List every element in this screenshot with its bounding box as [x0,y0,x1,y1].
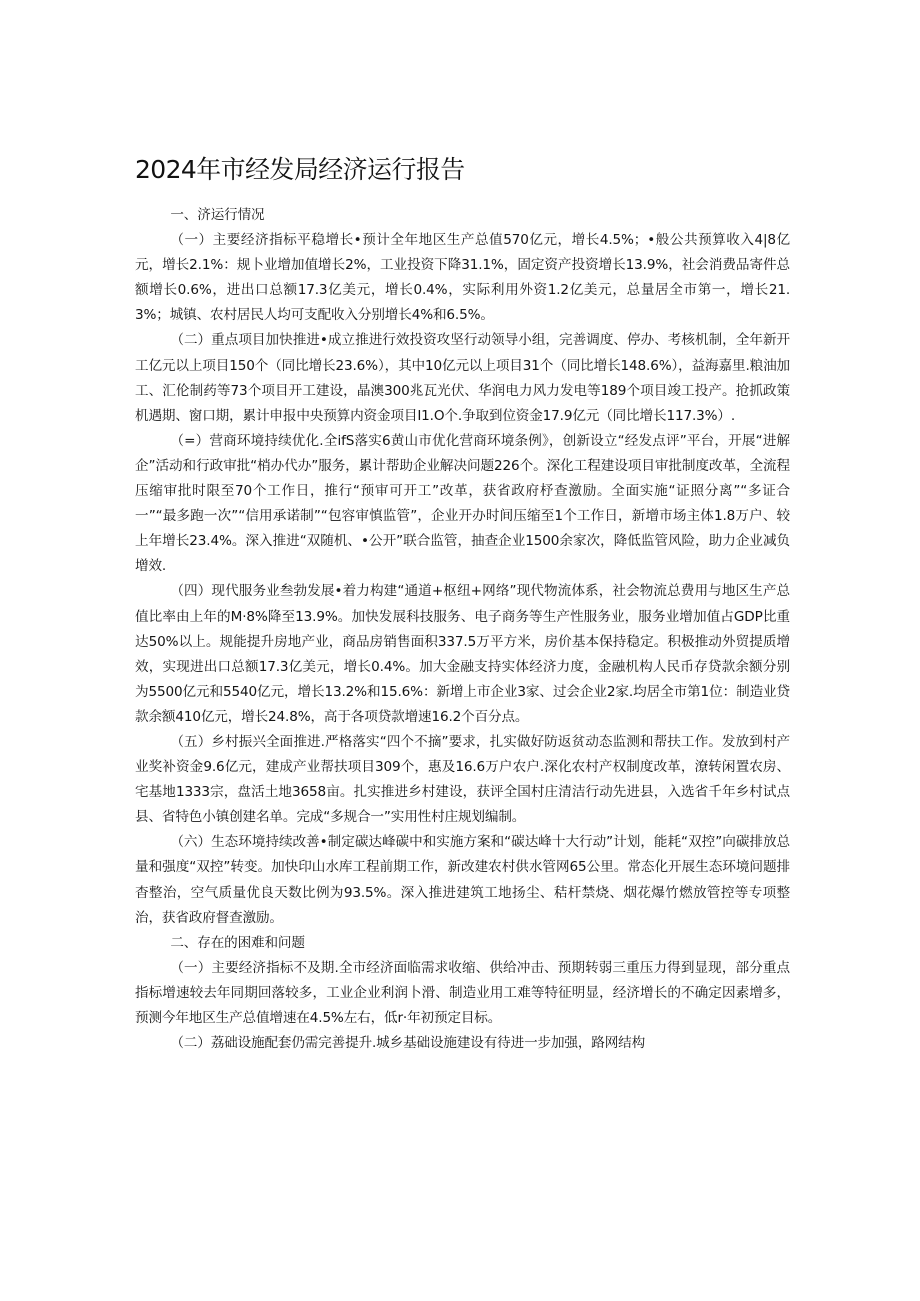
paragraph-1-5: （五）乡村振兴全面推进.严格落实“四个不摘”要求，扎实做好防返贫动态监测和帮扶工作。发放到村产业奖补资金9.6亿元，建成产业帮扶项目309个，惠及16.6万户农户.深化农村产权制度改革，潦转闲置农房、宅基地1333宗，盘活土地3658亩。扎实推进乡村建设，获评全国村庄清洁行动先进县，入选省千年乡村试点县、省特色小镇创建名单。完成“多规合一”实用性村庄规划编制。 [135,733,790,826]
paragraph-1-3: （=）营商环境持续优化.全ifS落实6黄山市优化营商环境条例》，创新设立“经发点评”平台，开展“进解企”活动和行政审批“梢办代办”服务，累计帮助企业解决问题226个。深化工程建设项目审批制度改革，全流程压缩审批时限至70个工作日，推行“预审可开工”改革，获省政府杼查激励。全面实施“证照分离”“多证合一”“最多跑一次”“信用承诺制”“包容审慎监管”，企业开办时间压缩至1个工作日，新增市场主体1.8万户、较上年增长23.4%。深入推进“双随机、•公开”联合监管，抽查企业1500余家次，降低监管风险，助力企业减负增效. [135,432,790,575]
paragraph-1-2: （二）重点项目加快推进•成立推进行效投资攻坚行动领导小组，完善调度、停办、考核机制，全年新开工亿元以上项目150个（同比增长23.6%），其中10亿元以上项目31个（同比增长148.6%），益海嘉里.粮油加工、汇伦制药等73个项目开工建设，晶澳300兆瓦光伏、华润电力风力发电等189个项目竣工投产。抢抓政策机遇期、窗口期，累计申报中央预算内资金项目I1.O个.争取到位资金17.9亿元（同比增长117.3%）. [135,332,790,424]
paragraph-2-1: （一）主要经济指标不及期.全市经济面临需求收缩、供给冲击、预期转弱三重压力得到显现，部分重点指标增速较去年同期回落较多，工业企业利润卜滑、制造业用工难等特征明显，经济增长的不确定因素增多，预测今年地区生产总值增速在4.5%左右，低r·年初预定目标。 [135,959,790,1026]
section-heading-1: 一、济运行情况 [170,207,265,223]
document-body [135,203,790,1056]
paragraph-1-1: （一）主要经济指标平稳增长•预计全年地区生产总值570亿元，增长4.5%；•般公共预算收入4|8亿元，增长2.1%：规卜业增加值增长2%，工业投资下降31.1%，固定资产投资增长13.9%，社会消费品寄件总额增长0.6%，进出口总额17.3亿美元，增长0.4%，实际利用外资1.2亿美元，总量居全市第一，增长21.3%；城镇、农村居民人均可支配收入分别增长4%和6.5%。 [135,232,790,324]
paragraph-1-6: （六）生态环境持续改善•制定碳达峰碳中和实施方案和“碳达峰十大行动”计划，能耗“双控”向碳排放总量和强度“双控”转变。加快印山水库工程前期工作，新改建农村供水管网65公里。常态化开展生态环境问题排杳整治，空气质量优良天数比例为93.5%。深入推进建筑工地扬尘、秸杆禁烧、烟花爆竹燃放管控等专项整治，获省政府督查激励。 [135,834,790,926]
paragraph-1-4: （四）现代服务业叁勃发展•着力构建“通道+枢纽+网络”现代物流体系，社会物流总费用与地区生产总值比率由上年的M·8%降至13.9%。加快发展科技服务、电子商务等生产性服务业，服务业增加值占GDP比重达50%以上。规能提升房地产业，商品房销售面积337.5万平方米，房价基本保持稳定。积极推动外贸提质增效，实现进出口总额17.3亿美元，增长0.4%。加大金融支持实体经济力度，金融机构人民币存贷款余额分别为5500亿元和5540亿元，增长13.2%和15.6%：新增上市企业3家、过会企业2家.均居全市第1位：制造业贷款余额410亿元，增长24.8%，高于各项贷款增速16.2个百分点。 [135,583,790,725]
paragraph-2-2: （二）荔础设施配套仍需完善提升.城乡基础设施建设有待进一步加强，路网结构 [170,1035,646,1052]
document-title: 2024年市经发局经济运行报告 [135,155,465,184]
section-heading-2: 二、存在的困难和问题 [170,934,305,951]
